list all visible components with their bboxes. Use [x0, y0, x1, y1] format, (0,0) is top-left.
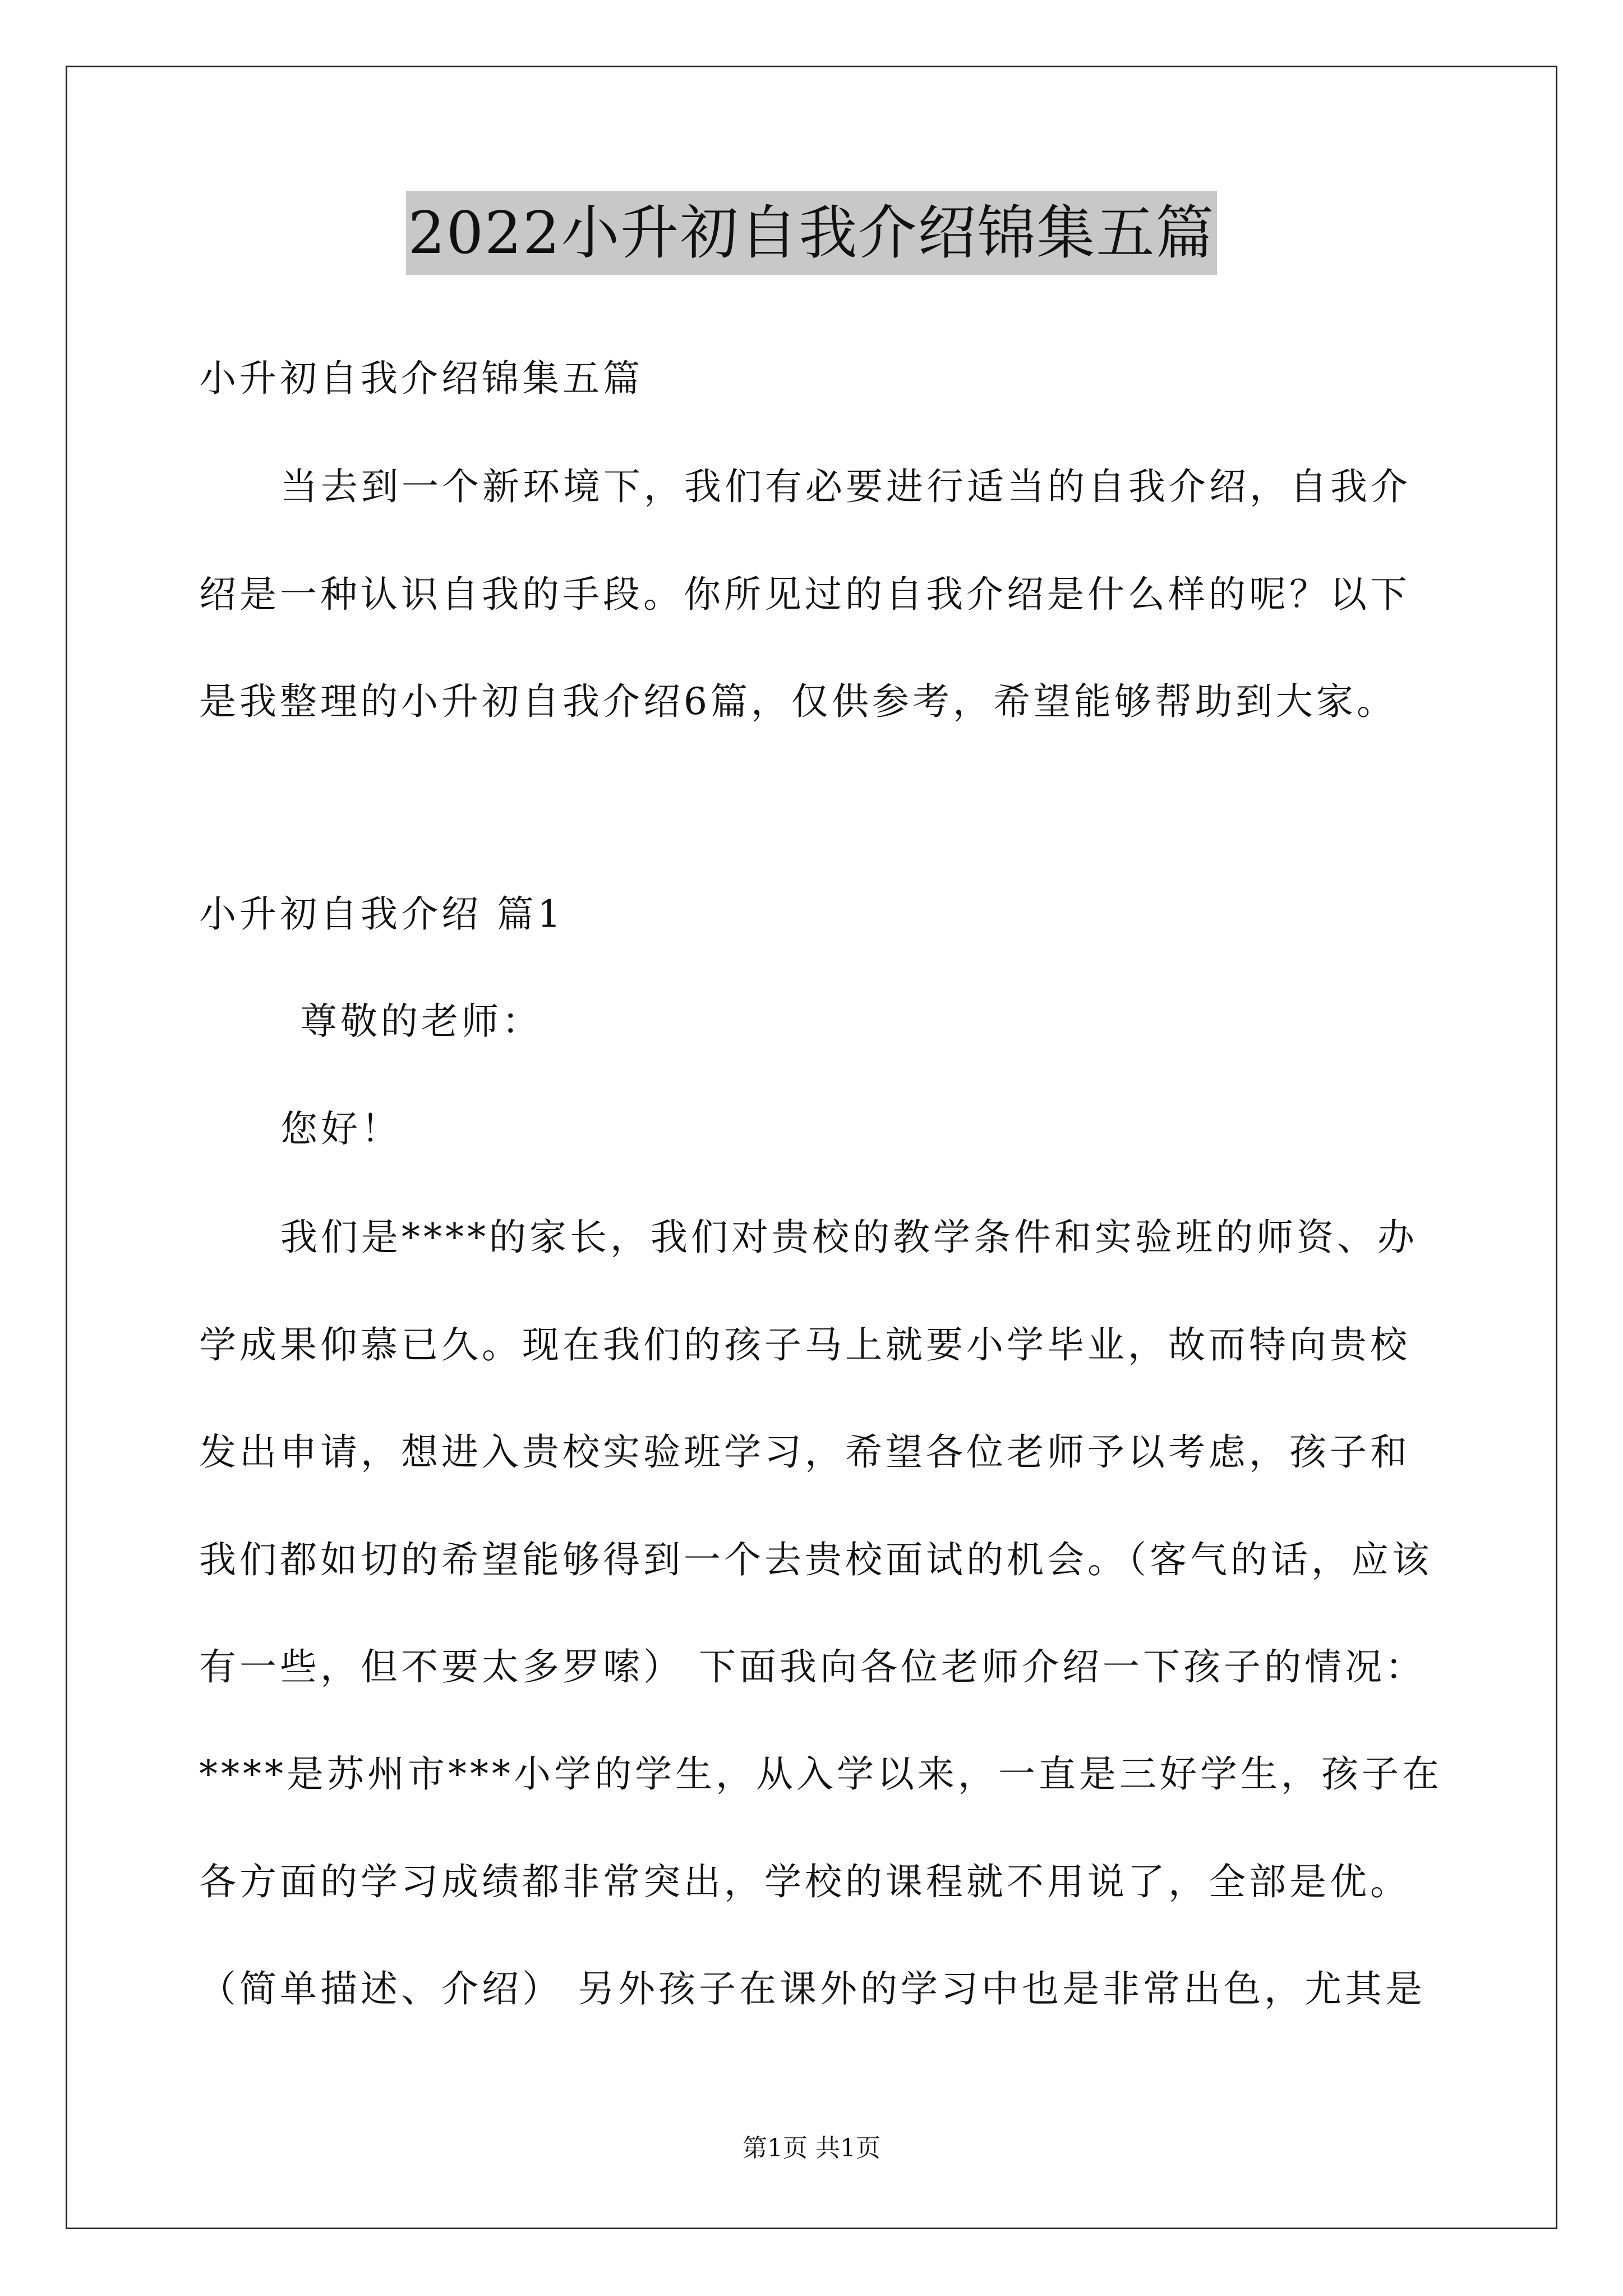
- body-line: 我们都如切的希望能够得到一个去贵校面试的机会。（客气的话，应该: [199, 1538, 1432, 1581]
- body-line: 学成果仰慕已久。现在我们的孩子马上就要小学毕业，故而特向贵校: [199, 1323, 1410, 1366]
- intro-line: 当去到一个新环境下，我们有必要进行适当的自我介绍，自我介: [280, 465, 1411, 508]
- body-line: 有一些，但不要太多罗嗦） 下面我向各位老师介绍一下孩子的情况：: [199, 1645, 1426, 1688]
- greeting: 您好！: [280, 1107, 402, 1151]
- document-subtitle: 小升初自我介绍锦集五篇: [199, 357, 643, 400]
- salutation: 尊敬的老师：: [300, 1000, 542, 1043]
- title-container: [0, 191, 1623, 275]
- body-line: 我们是****的家长，我们对贵校的教学条件和实验班的师资、办: [280, 1216, 1418, 1259]
- intro-line: 是我整理的小升初自我介绍6篇，仅供参考，希望能够帮助到大家。: [199, 680, 1397, 723]
- body-line: （简单描述、介绍） 另外孩子在课外的学习中也是非常出色，尤其是: [199, 1967, 1426, 2010]
- document-title: 2022小升初自我介绍锦集五篇: [406, 191, 1218, 275]
- body-line: 发出申请，想进入贵校实验班学习，希望各位老师予以考虑，孩子和: [199, 1430, 1410, 1474]
- section-heading: 小升初自我介绍 篇1: [199, 892, 564, 936]
- body-line: ****是苏州市***小学的学生，从入学以来，一直是三好学生，孩子在: [199, 1752, 1442, 1796]
- page-footer: 第1页 共1页: [743, 2134, 880, 2162]
- intro-line: 绍是一种认识自我的手段。你所见过的自我介绍是什么样的呢？以下: [199, 573, 1410, 616]
- body-line: 各方面的学习成绩都非常突出，学校的课程就不用说了，全部是优。: [199, 1860, 1410, 1903]
